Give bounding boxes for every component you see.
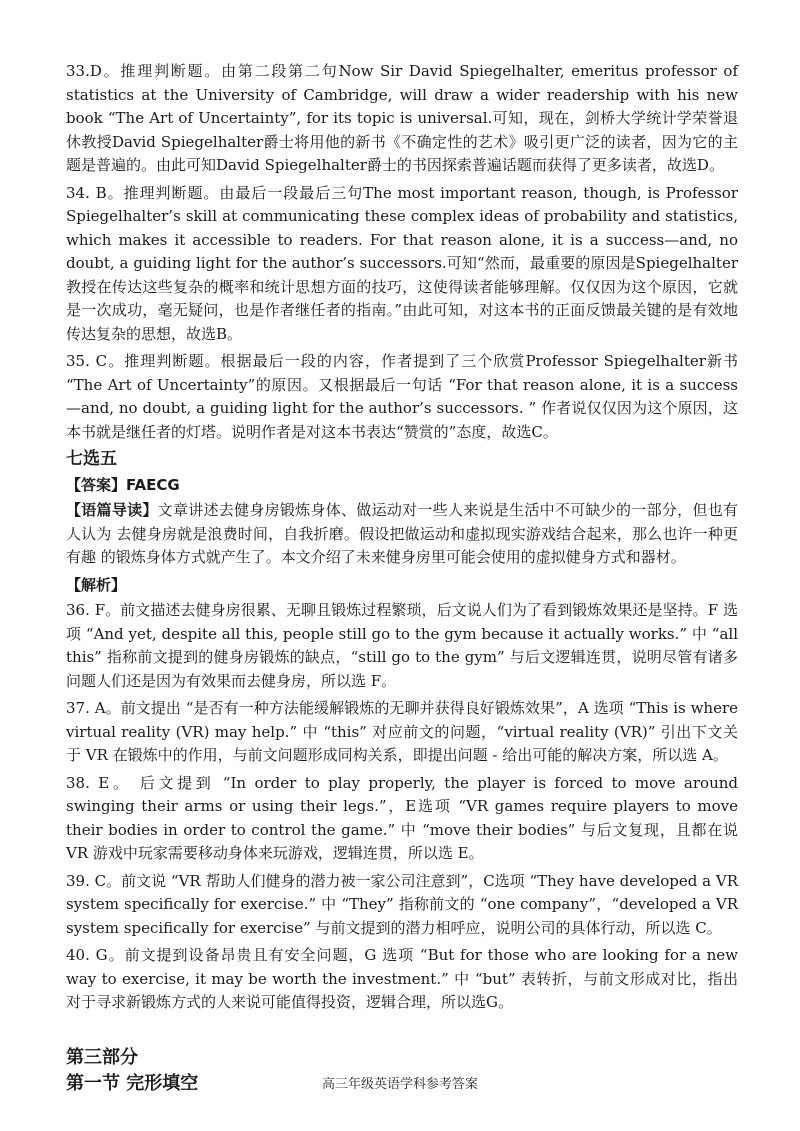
answer-sheet-page	[66, 60, 738, 1097]
answer-33: 33.D。推理判断题。由第二段第二句Now Sir David Spiegelhalter, emeritus professor of statistics at the University of Cambridge, will draw a wider readership with his new book “The Art of Uncertainty”, for its topic is universal.可知，现在，剑桥大学统计学荣誉退休教授David Spiegelhalter爵士将用他的新书《不确定性的艺术》吸引更广泛的读者，因为它的主题是普遍的。由此可知David Spiegelhalter爵士的书因探索普遍话题而获得了更多读者，故选D。	[66, 62, 738, 174]
part-three-subtitle: 第一节 完形填空	[66, 1072, 199, 1094]
answer-37: 37. A。前文提出 “是否有一种方法能缓解锻炼的无聊并获得良好锻炼效果”，A 选项 “This is where virtual reality (VR) may help.” 中 “this” 对应前文的问题，“virtual reality (VR)” 引出下文关于 VR 在锻炼中的作用，与前文问题形成同构关系，即提出问题 - 给出可能的解决方案，所以选 A。	[66, 699, 738, 764]
answer-35: 35. C。推理判断题。根据最后一段的内容，作者提到了三个欣赏Professor Spiegelhalter新书 “The Art of Uncertainty”的原因。又根据最后一句话 “For that reason alone, it is a success—and, no doubt, a guiding light for the author’s successors. ” 作者说仅仅因为这个原因，这本书就是继任者的灯塔。说明作者是对这本书表达“赞赏的”态度，故选C。	[66, 352, 738, 441]
answer-40: 40. G。前文提到设备昂贵且有安全问题，G 选项 “But for those who are looking for a new way to exercise, it may be worth the investment.” 中 “but” 表转折，与前文形成对比，指出对于寻求新锻炼方式的人来说可能值得投资，逻辑合理，所以选G。	[66, 946, 738, 1011]
answer-label: 【答案】	[66, 475, 127, 494]
analysis-label: 【解析】	[66, 575, 127, 594]
passage-guide	[66, 499, 738, 570]
section-title-seven-choose-five: 七选五	[66, 449, 117, 469]
part-three-title: 第三部分	[66, 1046, 138, 1068]
answer-34: 34. B。推理判断题。由最后一段最后三句The most important reason, though, is Professor Spiegelhalter’s skill at communicating these complex ideas of probability and statistics, which makes it accessible to readers. For that reason alone, it is a success—and, no doubt, a guiding light for the author’s successors.可知“然而，最重要的原因是Spiegelhalter教授在传达这些复杂的概率和统计思想方面的技巧，这使得读者能够理解。仅仅因为这个原因，它就是一次成功，毫无疑问，也是作者继任者的指南。”由此可知，对这本书的正面反馈最关键的是有效地传达复杂的思想，故选B。	[66, 183, 738, 343]
answer-39: 39. C。前文说 “VR 帮助人们健身的潜力被一家公司注意到”，C选项 “They have developed a VR system specifically for exercise.” 中 “They” 指称前文的 “one company”，“developed a VR system specifically for exercise” 与前文提到的潜力相呼应，说明公司的具体行动，所以选 C。	[66, 871, 738, 937]
guide-label: 【语篇导读】	[66, 501, 158, 519]
page-footer: 高三年级英语学科参考答案	[321, 1077, 478, 1092]
answer-36: 36. F。前文描述去健身房很累、无聊且锻炼过程繁琐，后文说人们为了看到锻炼效果还是坚持。F 选项 “And yet, despite all this, people still go to the gym because it actually works.” 中 “all this” 指称前文提到的健身房锻炼的缺点，“still go to the gym” 与后文逻辑连贯，说明尽管有诸多问题人们还是因为有效果而去健身房，所以选 F。	[66, 601, 738, 690]
answer-value: FAECG	[126, 475, 180, 494]
answer-key-line	[66, 474, 738, 498]
answer-38: 38. E。 后文提到 “In order to play properly, the player is forced to move around swinging their arms or using their legs.”，E选项 “VR games require players to move their bodies in order to control the game.” 中 “move their bodies” 与后文复现，且都在说 VR 游戏中玩家需要移动身体来玩游戏，逻辑连贯，所以选 E。	[66, 773, 738, 862]
guide-text: 文章讲述去健身房锻炼身体、做运动对一些人来说是生活中不可缺少的一部分，但也有人认为 去健身房就是浪费时间，自我折磨。假设把做运动和虚拟现实游戏结合起来，那么也许一种更有趣 的锻炼身体方式就产生了。本文介绍了未来健身房里可能会使用的虚拟健身方式和器材。	[66, 501, 738, 566]
